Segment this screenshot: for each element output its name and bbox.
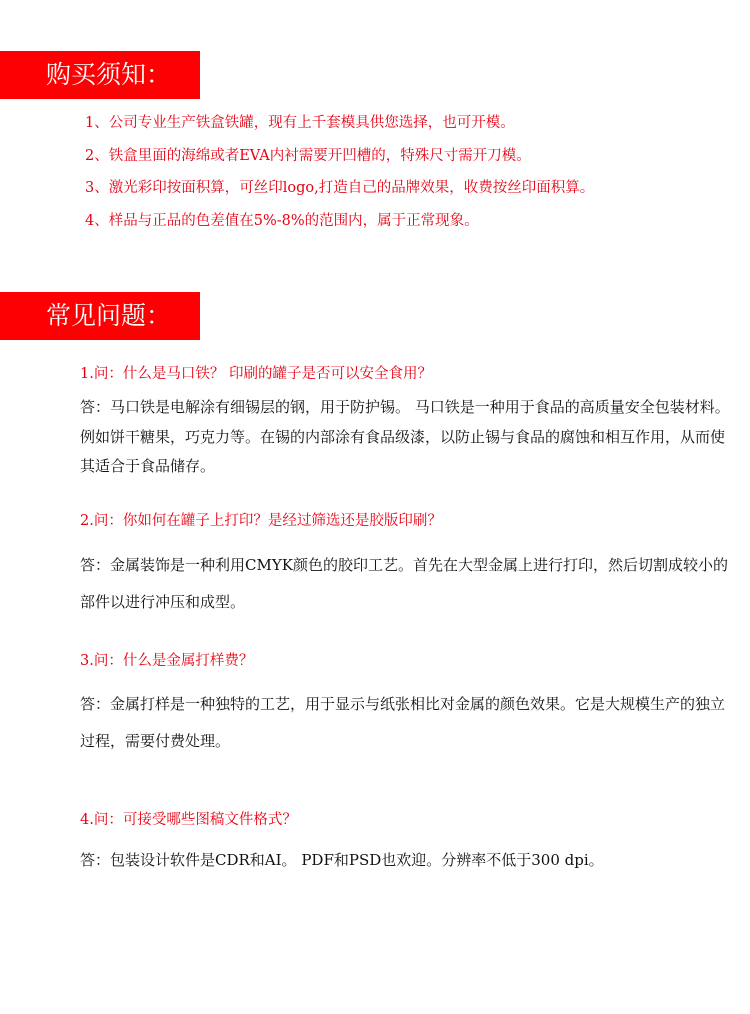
notice-item-1: 1、公司专业生产铁盒铁罐，现有上千套模具供您选择，也可开模。 — [85, 115, 515, 131]
faq-question-4: 4.问：可接受哪些图稿文件格式？ — [80, 812, 297, 828]
faq-answer-4: 答：包装设计软件是CDR和AI。 PDF和PSD也欢迎。分辨率不低于300 dpi。 — [80, 851, 604, 869]
purchase-notice-title: 购买须知： — [46, 60, 172, 89]
faq-answer-2: 答：金属装饰是一种利用CMYK颜色的胶印工艺。首先在大型金属上进行打印，然后切割成较小的部件以进行冲压和成型。 — [80, 556, 728, 611]
faq-entry-4 — [80, 810, 730, 871]
faq-title: 常见问题： — [46, 301, 172, 330]
faq-entry-1 — [80, 364, 730, 482]
faq-question-3: 3.问：什么是金属打样费？ — [80, 653, 254, 669]
purchase-notice-banner — [0, 51, 200, 99]
notice-item-4: 4、样品与正品的色差值在5%-8%的范围内，属于正常现象。 — [85, 212, 479, 229]
faq-answer-1: 答：马口铁是电解涂有细锡层的钢，用于防护锡。 马口铁是一种用于食品的高质量安全包装材料。例如饼干糖果，巧克力等。在锡的内部涂有食品级漆，以防止锡与食品的腐蚀和相互作用，从而使其适合于食品储存。 — [80, 398, 730, 475]
notice-item-2: 2、铁盒里面的海绵或者EVA内衬需要开凹槽的，特殊尺寸需开刀模。 — [85, 147, 531, 164]
faq-banner — [0, 292, 200, 340]
faq-entry-3 — [80, 651, 730, 760]
faq-question-2: 2.问：你如何在罐子上打印？是经过筛选还是胶版印刷？ — [80, 513, 442, 529]
purchase-notice-list — [85, 112, 594, 242]
faq-answer-3: 答：金属打样是一种独特的工艺，用于显示与纸张相比对金属的颜色效果。它是大规模生产的独立过程，需要付费处理。 — [80, 695, 726, 750]
faq-question-1: 1.问：什么是马口铁？ 印刷的罐子是否可以安全食用？ — [80, 366, 432, 382]
faq-entry-2 — [80, 511, 730, 621]
notice-item-3: 3、激光彩印按面积算，可丝印logo,打造自己的品牌效果，收费按丝印面积算。 — [85, 180, 595, 196]
